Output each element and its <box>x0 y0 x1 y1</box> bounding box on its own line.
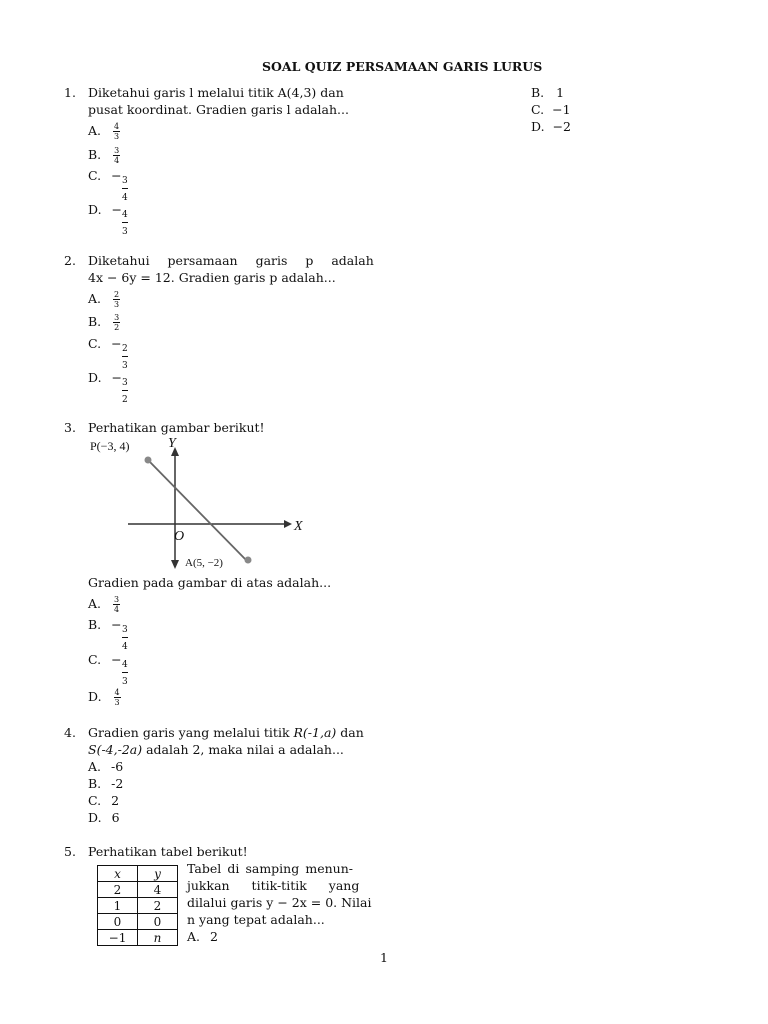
table-description-line3: dilalui garis y − 2x = 0. Nilai <box>187 895 372 910</box>
table-row <box>98 914 178 930</box>
x-axis-label: X <box>294 519 303 534</box>
fraction: $\frac{3}{4}$ <box>114 146 120 165</box>
minus-sign: − <box>111 168 122 183</box>
table-header-x: x <box>98 866 138 882</box>
question-text-line2: S(-4,-2a) adalah 2, maka nilai a adalah... <box>88 742 344 757</box>
option-d[interactable]: D. − <box>88 370 123 385</box>
option-c[interactable]: C. 2 <box>88 793 120 808</box>
question-text-line2: pusat koordinat. Gradien garis l adalah... <box>88 102 349 117</box>
option-b[interactable] <box>88 146 120 165</box>
fraction-stacked: 4 3 <box>122 210 128 237</box>
option-a[interactable]: A. $\frac{3}{4}$ <box>88 595 120 614</box>
option-a[interactable]: A. 2 <box>187 929 218 944</box>
option-c[interactable]: C. − <box>88 652 122 667</box>
option-c[interactable]: C. − <box>88 336 122 351</box>
table-cell: 0 <box>138 914 178 930</box>
question-text-line1: Diketahui garis l melalui titik A(4,3) dan <box>88 85 344 100</box>
option-d[interactable] <box>88 202 122 217</box>
option-b[interactable]: B. − <box>88 617 122 632</box>
fraction: $\frac{4}{3}$ <box>114 688 120 707</box>
option-d-right[interactable]: D. −2 <box>531 119 571 134</box>
question-text-line1: Gradien garis yang melalui titik R(-1,a) dan <box>88 725 364 740</box>
question-number: 1. <box>64 85 76 100</box>
graph-line <box>148 460 248 562</box>
point-p-label: P(−3, 4) <box>90 439 130 453</box>
origin-label: O <box>174 529 185 544</box>
fraction: $\frac{3}{4}$ <box>114 595 120 614</box>
option-c-right[interactable]: C. −1 <box>531 102 571 117</box>
option-label: C. <box>88 168 102 183</box>
table-description-line4: n yang tepat adalah... <box>187 912 325 927</box>
option-b-right[interactable]: B. 1 <box>531 85 565 100</box>
question-text-line2: 4x − 6y = 12. Gradien garis p adalah... <box>88 270 336 285</box>
question-number: 2. <box>64 253 76 268</box>
table-cell: 2 <box>138 898 178 914</box>
minus-sign: − <box>111 202 123 217</box>
option-b[interactable]: B. $\frac{3}{2}$ <box>88 313 120 332</box>
fraction-stacked: 3 2 <box>122 378 128 405</box>
option-label: D. <box>88 202 102 217</box>
x-axis-arrow <box>284 520 292 528</box>
point-p <box>145 457 152 464</box>
option-a[interactable]: A. $\frac{2}{3}$ <box>88 290 120 309</box>
page-title: SOAL QUIZ PERSAMAAN GARIS LURUS <box>262 59 543 74</box>
y-axis-label: Y <box>168 436 176 451</box>
table-header-y: y <box>138 866 178 882</box>
point-a-label: A(5, −2) <box>185 557 223 569</box>
line-graph-figure <box>88 432 318 572</box>
option-d[interactable]: D. 6 <box>88 810 120 825</box>
table-description-line1: Tabel di samping menun- <box>187 861 353 876</box>
question-text-line1: Diketahui persamaan garis p adalah <box>88 253 374 268</box>
option-d[interactable]: D. $\frac{4}{3}$ <box>88 688 120 707</box>
table-cell: 4 <box>138 882 178 898</box>
y-axis-arrow-bottom <box>171 560 179 569</box>
table-cell: 0 <box>98 914 138 930</box>
question-text-line2: Gradien pada gambar di atas adalah... <box>88 575 332 590</box>
fraction-stacked: 3 4 <box>122 625 128 652</box>
question-text-line1: Perhatikan tabel berikut! <box>88 844 248 859</box>
question-text-line1: Perhatikan gambar berikut! <box>88 420 265 435</box>
option-a[interactable] <box>88 122 120 141</box>
xy-table <box>97 865 178 946</box>
fraction: $\frac{2}{3}$ <box>114 290 120 309</box>
table-cell: n <box>138 930 178 946</box>
option-b[interactable]: B. -2 <box>88 776 124 791</box>
table-row <box>98 898 178 914</box>
table-description-line2: jukkan titik-titik yang <box>187 878 360 893</box>
point-a <box>245 557 252 564</box>
question-number: 5. <box>64 844 76 859</box>
fraction: $\frac{3}{2}$ <box>114 313 120 332</box>
fraction-stacked: 2 3 <box>122 344 128 371</box>
table-row <box>98 930 178 946</box>
question-number: 3. <box>64 420 76 435</box>
option-label: A. <box>88 123 102 138</box>
table-row <box>98 882 178 898</box>
table-cell: −1 <box>98 930 138 946</box>
table-cell: 1 <box>98 898 138 914</box>
option-a[interactable]: A. -6 <box>88 759 124 774</box>
question-number: 4. <box>64 725 76 740</box>
table-header-row <box>98 866 178 882</box>
fraction-stacked: 4 3 <box>122 660 128 687</box>
page-number: 1 <box>380 950 388 965</box>
option-label: B. <box>88 147 102 162</box>
table-cell: 2 <box>98 882 138 898</box>
option-c[interactable] <box>88 168 122 183</box>
fraction-stacked: 3 4 <box>122 176 128 203</box>
fraction: $\frac{4}{3}$ <box>114 122 120 141</box>
